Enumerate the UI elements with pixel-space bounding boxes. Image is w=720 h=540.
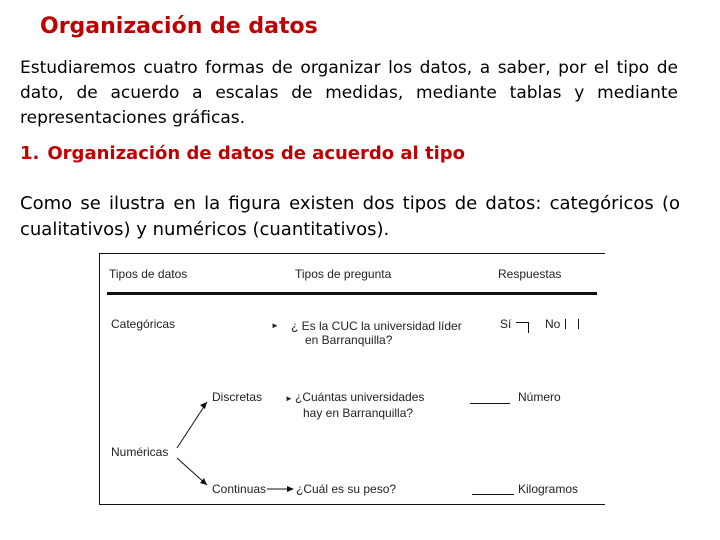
page-title: Organización de datos: [40, 14, 318, 39]
discrete-answer: Número: [518, 390, 561, 404]
section-heading: [20, 143, 465, 164]
categorical-label: Categóricas: [111, 317, 176, 331]
body-paragraph: Como se ilustra en la figura existen dos tipos de datos: categóricos (o cualitativos) y numéricos (cuantitativos).: [20, 193, 680, 240]
answer-yes: Sí: [500, 317, 512, 331]
numerical-label: Numéricas: [111, 445, 169, 459]
discrete-answer-blank: [470, 403, 510, 404]
arrow-right-icon: ►: [271, 321, 279, 330]
discrete-question-line1: ¿Cuántas universidades: [295, 390, 425, 404]
header-answers: Respuestas: [498, 267, 562, 281]
section-heading-text: Organización de datos de acuerdo al tipo: [47, 143, 466, 164]
branch-up-line: [177, 402, 207, 448]
section-number: 1.: [20, 143, 40, 164]
discrete-question-line2: hay en Barranquilla?: [303, 406, 414, 420]
continuous-answer-blank: [472, 494, 514, 495]
continuous-label: Continuas: [212, 482, 267, 496]
answer-no: No: [545, 317, 561, 331]
discrete-label: Discretas: [212, 390, 263, 404]
continuous-answer: Kilogramos: [518, 482, 579, 496]
categorical-question-line2: en Barranquilla?: [305, 333, 393, 347]
categorical-question-line1: ¿ Es la CUC la universidad líder: [291, 319, 462, 333]
header-data-types: Tipos de datos: [109, 267, 188, 281]
header-question-types: Tipos de pregunta: [295, 267, 392, 281]
intro-paragraph: Estudiaremos cuatro formas de organizar los datos, a saber, por el tipo de dato, de acuerdo a escalas de medidas, mediante tablas y mediante representaciones gráficas.: [20, 58, 678, 128]
branch-arrows: [99, 253, 605, 505]
data-types-figure: [99, 253, 605, 505]
arrow-right-icon: ►: [285, 394, 293, 403]
continuous-arrowhead: [287, 486, 294, 492]
continuous-question: ¿Cuál es su peso?: [296, 482, 397, 496]
